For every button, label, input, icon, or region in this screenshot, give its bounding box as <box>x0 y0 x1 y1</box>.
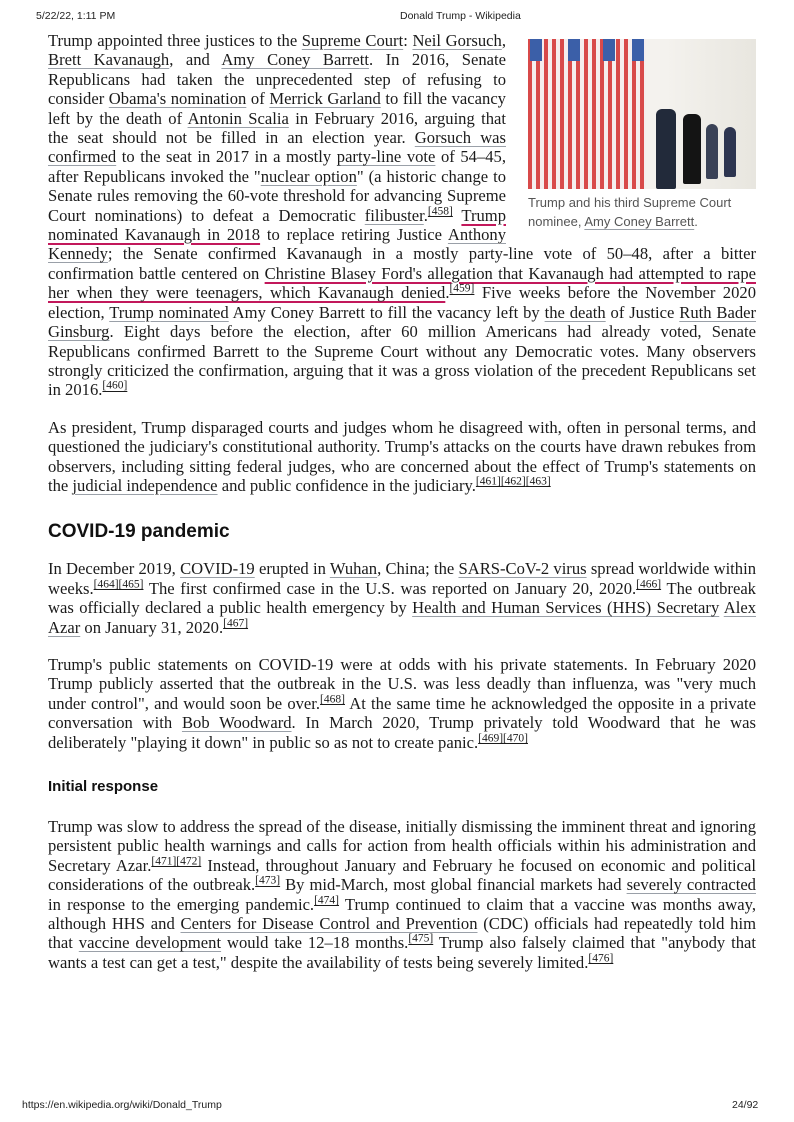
print-url: https://en.wikipedia.org/wiki/Donald_Trump <box>22 1099 222 1111</box>
citation-ref[interactable]: [468] <box>320 693 345 706</box>
wiki-link[interactable]: Supreme Court <box>301 31 404 50</box>
wiki-link[interactable]: Amy Coney Barrett <box>221 50 369 70</box>
text-run: As president, Trump disparaged courts and judges whom he disagreed with, often in personal terms, and questioned the judiciary's constitutional authority. Trump's attacks on the courts have drawn rebukes from observers, including sitting federal judges, who are concerned about the effect of Trump's statements on the <box>48 417 756 495</box>
wiki-link[interactable]: vaccine development <box>78 933 222 953</box>
print-datetime: 5/22/22, 1:11 PM <box>36 10 116 22</box>
caption-text: Trump and his third Supreme Court nominee, <box>528 195 732 229</box>
wiki-link[interactable]: severely contracted <box>626 875 756 895</box>
text-run: . <box>445 283 450 303</box>
text-run: Trump continued to claim that a vaccine was months away, although HHS and <box>48 894 756 934</box>
text-run: in response to the emerging pandemic. <box>48 894 315 914</box>
flags-decoration <box>528 39 646 189</box>
text-run: on January 31, 2020. <box>80 617 224 637</box>
subsection-heading-initial-response: Initial response <box>48 778 159 795</box>
wiki-link[interactable]: filibuster <box>364 205 424 225</box>
paragraph-covid-outbreak <box>48 559 756 637</box>
citation-ref[interactable]: [473] <box>255 874 281 887</box>
text-run: Trump's public statements on COVID-19 were at odds with his private statements. In February 2020 Trump publicly asserted that the outbreak in the U.S. was less deadly than influenza, was "very much under control", and would soon be over. <box>48 654 756 713</box>
wiki-link[interactable]: party-line vote <box>336 147 436 167</box>
caption-link[interactable]: Amy Coney Barrett <box>584 214 695 229</box>
citation-ref[interactable]: [460] <box>102 379 128 392</box>
citation-ref[interactable]: [470] <box>503 732 528 745</box>
text-run: At the same time he acknowledged the opposite in a private conversation with <box>48 693 756 733</box>
wiki-link[interactable]: Ruth Bader Ginsburg <box>48 302 757 342</box>
text-run: of Justice <box>605 302 680 322</box>
text-run: ; the Senate confirmed Kavanaugh in a mostly party-line vote of 50–48, after a bitter confirmation battle centered on <box>48 244 756 283</box>
text-run: and public confidence in the judiciary. <box>217 475 476 495</box>
paragraph-public-statements <box>48 655 756 752</box>
person-figure <box>724 127 736 177</box>
citation-ref[interactable]: [471] <box>151 855 177 868</box>
text-run: . Eight days before the election, after 60 million Americans had already voted, Senate Republicans confirmed Barrett to the Supreme Court without any Democratic votes. Many observers strongly criticized the confirmation, arguing that it was a gross violation of the precedent Republicans set in 2016. <box>48 322 756 400</box>
person-figure <box>656 109 676 189</box>
citation-ref[interactable]: [462] <box>500 475 526 488</box>
wiki-link-red-underlined[interactable]: Trump nominated Kavanaugh in 2018 <box>48 205 506 245</box>
print-page-number: 24/92 <box>732 1099 759 1111</box>
flag-canton <box>603 39 615 61</box>
flag-canton <box>530 39 542 61</box>
citation-ref[interactable]: [474] <box>314 894 340 907</box>
text-run: Trump appointed three justices to the <box>48 31 302 50</box>
text-run: " (a historic change to Senate rules removing the 60-vote threshold for advancing Supreme Court nominations) to defeat a Democratic <box>48 166 506 225</box>
text-run: to fill the vacancy left by the death of <box>48 89 506 128</box>
wiki-link[interactable]: Trump nominated <box>109 302 229 322</box>
wiki-link[interactable]: Bob Woodward <box>181 713 292 733</box>
article-content <box>48 31 756 990</box>
text-run: erupted in <box>254 559 330 579</box>
citation-ref[interactable]: [472] <box>176 855 202 868</box>
text-run: of <box>246 89 270 109</box>
text-run: (CDC) officials had repeatedly told him that <box>48 914 756 953</box>
person-figure <box>683 114 701 184</box>
flag-canton <box>632 39 644 61</box>
text-run: In December 2019, <box>48 559 181 579</box>
citation-ref[interactable]: [467] <box>223 617 249 630</box>
citation-ref[interactable]: [469] <box>478 732 504 745</box>
flag-canton <box>568 39 580 61</box>
text-run: Five weeks before the November 2020 election, <box>48 283 756 322</box>
wiki-link[interactable]: Merrick Garland <box>269 89 381 109</box>
text-run: . In March 2020, Trump privately told Woodward that he was deliberately "playing it down" in public so as not to create panic. <box>48 713 756 752</box>
citation-ref[interactable]: [463] <box>525 475 551 488</box>
text-run: , and <box>169 50 222 70</box>
citation-ref[interactable]: [461] <box>475 475 501 488</box>
photo-trump-barrett[interactable] <box>528 39 756 189</box>
wiki-link[interactable]: Gorsuch was confirmed <box>48 128 506 167</box>
text-run: Amy Coney Barrett to fill the vacancy left by <box>228 302 545 322</box>
citation-ref[interactable]: [459] <box>449 282 475 295</box>
text-run: , <box>501 31 506 50</box>
citation-ref[interactable]: [464] <box>93 578 119 591</box>
caption-end: . <box>694 214 698 229</box>
section-heading-covid: COVID-19 pandemic <box>48 521 230 543</box>
wiki-link[interactable]: Alex Azar <box>48 598 756 637</box>
text-run: in February 2016, arguing that the seat should not be filled in an election year. <box>48 108 507 148</box>
wiki-link[interactable]: COVID-19 <box>180 559 255 579</box>
wiki-link[interactable]: Obama's nomination <box>108 89 247 109</box>
wiki-link[interactable]: nuclear option <box>260 166 357 186</box>
figure-caption <box>528 193 760 231</box>
wiki-link[interactable]: Health and Human Services (HHS) Secretary <box>412 598 720 618</box>
text-run: : <box>403 31 413 50</box>
text-run: would take 12–18 months. <box>221 933 409 953</box>
wiki-link[interactable]: the death <box>544 302 606 322</box>
print-page-title: Donald Trump - Wikipedia <box>400 10 521 22</box>
person-figure <box>706 124 718 179</box>
wiki-link[interactable]: Antonin Scalia <box>187 108 289 128</box>
paragraph-initial-response <box>48 817 756 972</box>
text-run: The outbreak was officially declared a public health emergency by <box>48 578 756 618</box>
text-run: of 54–45, after Republicans invoked the " <box>48 147 506 186</box>
text-run: Instead, throughout January and February he focused on economic and political considerations of the outbreak. <box>48 855 757 895</box>
paragraph-judiciary <box>48 418 756 496</box>
text-run: . <box>423 205 428 225</box>
citation-ref[interactable]: [466] <box>636 578 662 591</box>
citation-ref[interactable]: [475] <box>408 932 434 945</box>
text-run: , China; the <box>377 559 459 579</box>
wiki-link[interactable]: Centers for Disease Control and Prevention <box>180 914 478 934</box>
wiki-link[interactable]: Brett Kavanaugh <box>48 50 170 70</box>
wiki-link[interactable]: judicial independence <box>72 475 218 495</box>
text-run: Trump was slow to address the spread of the disease, initially dismissing the imminent threat and ignoring persistent public health warnings and calls for action from health officials within his administration and Secretary Azar. <box>48 817 756 875</box>
text-run: The first confirmed case in the U.S. was reported on January 20, 2020. <box>143 578 637 598</box>
wiki-link[interactable]: Wuhan <box>329 559 378 579</box>
wiki-link[interactable]: Anthony Kennedy <box>48 225 506 264</box>
wiki-link-red-underlined[interactable]: Christine Blasey Ford's allegation that Kavanaugh had attempted to rape her when they were teenagers, which Kavanaugh denied <box>48 263 756 303</box>
citation-ref[interactable]: [476] <box>588 952 614 965</box>
wiki-link[interactable]: SARS-CoV-2 virus <box>458 559 587 579</box>
text-run: . In 2016, Senate Republicans had taken the unprecedented step of refusing to consider <box>48 50 506 109</box>
text-run: to the seat in 2017 in a mostly <box>116 147 337 167</box>
text-run: By mid-March, most global financial markets had <box>280 875 627 895</box>
figure <box>528 39 760 231</box>
text-run: Trump also falsely claimed that "anybody that wants a test can get a test," despite the availability of tests being severely limited. <box>48 933 757 972</box>
citation-ref[interactable]: [458] <box>427 205 453 218</box>
citation-ref[interactable]: [465] <box>118 578 144 591</box>
text-run: to replace retiring Justice <box>260 225 448 245</box>
wiki-link[interactable]: Neil Gorsuch <box>412 31 502 50</box>
text-run: spread worldwide within weeks. <box>48 559 756 598</box>
